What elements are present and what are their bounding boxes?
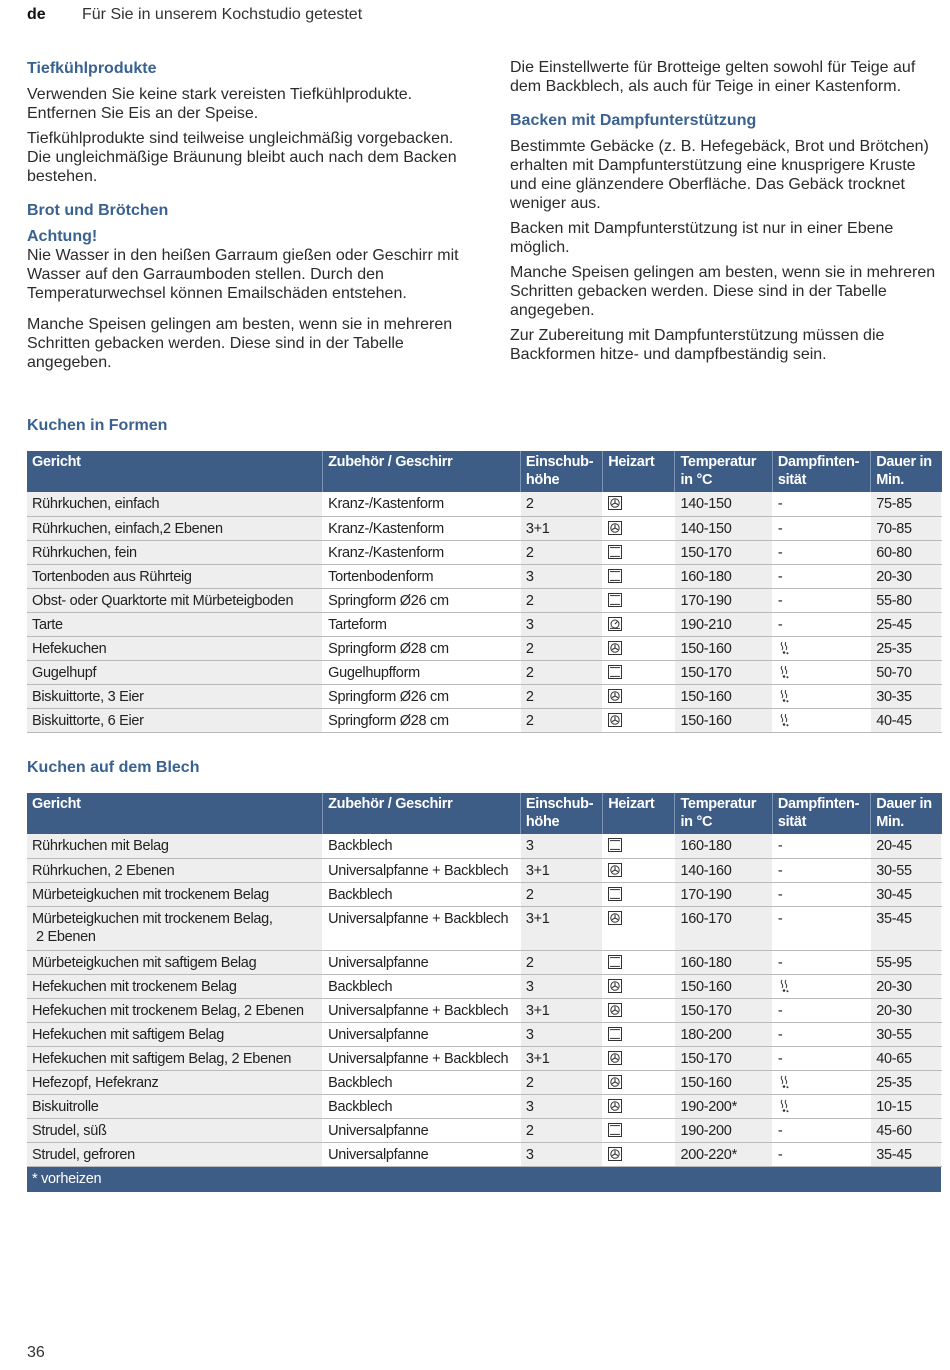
shelf-cell: 3 <box>520 834 602 858</box>
frozen-products-paragraph-1: Verwenden Sie keine stark vereisten Tiefkühlprodukte. Entfernen Sie Eis an der Speise. <box>27 86 413 122</box>
temperature-cell: 150-170 <box>675 1046 772 1070</box>
duration-cell: 25-35 <box>871 636 942 660</box>
temperature-cell: 200-220* <box>675 1142 772 1166</box>
duration-cell: 35-45 <box>871 1142 942 1166</box>
cakes-on-tray-table <box>27 793 942 1192</box>
steam-cell: - <box>772 540 870 564</box>
dish-cell: Rührkuchen, fein <box>27 540 323 564</box>
shelf-cell: 2 <box>520 1070 602 1094</box>
temperature-cell: 140-150 <box>675 516 772 540</box>
steam-low-icon <box>778 641 792 655</box>
dish-cell: Tarte <box>27 612 323 636</box>
col-temperature: Temperatur in °C <box>675 451 772 492</box>
temperature-cell: 180-200 <box>675 1022 772 1046</box>
duration-cell: 30-45 <box>871 882 942 906</box>
shelf-cell: 2 <box>520 882 602 906</box>
dish-cell: Tortenboden aus Rührteig <box>27 564 323 588</box>
shelf-cell: 3 <box>520 612 602 636</box>
dish-cell: Mürbeteigkuchen mit saftigem Belag <box>27 950 323 974</box>
steam-cell: - <box>772 950 870 974</box>
hotair-icon <box>608 863 622 877</box>
dish-cell: Hefekuchen mit trockenem Belag, 2 Ebenen <box>27 998 323 1022</box>
topbottom-icon <box>608 887 622 901</box>
right-column <box>510 58 945 370</box>
temperature-cell: 150-170 <box>675 540 772 564</box>
table-row <box>27 1022 942 1046</box>
steam-cell: - <box>772 834 870 858</box>
table-header-row <box>27 793 942 834</box>
topbottom-icon <box>608 955 622 969</box>
shelf-cell: 3+1 <box>520 858 602 882</box>
dish-cell: Hefezopf, Hefekranz <box>27 1070 323 1094</box>
duration-cell: 25-35 <box>871 1070 942 1094</box>
table-row <box>27 636 942 660</box>
table-row <box>27 1094 942 1118</box>
table-row <box>27 858 942 882</box>
temperature-cell: 150-160 <box>675 636 772 660</box>
dish-cell: Hefekuchen mit saftigem Belag, 2 Ebenen <box>27 1046 323 1070</box>
heating-cell <box>603 564 675 588</box>
hotair-icon <box>608 689 622 703</box>
topbottom-icon <box>608 569 622 583</box>
language-code: de <box>27 6 46 23</box>
hotair-icon <box>608 1003 622 1017</box>
dish-cell: Rührkuchen, einfach,2 Ebenen <box>27 516 323 540</box>
hotair-icon <box>608 911 622 925</box>
table-row <box>27 1046 942 1070</box>
dish-cell: Biskuittorte, 6 Eier <box>27 708 323 732</box>
duration-cell: 50-70 <box>871 660 942 684</box>
duration-cell: 20-30 <box>871 998 942 1022</box>
steam-cell: - <box>772 906 870 950</box>
hotair-icon <box>608 1075 622 1089</box>
col-dish: Gericht <box>27 793 323 834</box>
page-header <box>27 6 363 24</box>
heating-cell <box>603 492 675 516</box>
heating-cell <box>603 1070 675 1094</box>
duration-cell: 25-45 <box>871 612 942 636</box>
dish-cell: Hefekuchen <box>27 636 323 660</box>
duration-cell: 30-55 <box>871 858 942 882</box>
duration-cell: 75-85 <box>871 492 942 516</box>
hotair-icon <box>608 1051 622 1065</box>
dish-cell: Strudel, gefroren <box>27 1142 323 1166</box>
dish-cell: Rührkuchen, 2 Ebenen <box>27 858 323 882</box>
heating-cell <box>603 588 675 612</box>
col-steam: Dampfinten- sität <box>772 793 870 834</box>
topbottom-icon <box>608 665 622 679</box>
duration-cell: 30-55 <box>871 1022 942 1046</box>
duration-cell: 20-30 <box>871 564 942 588</box>
shelf-cell: 3+1 <box>520 516 602 540</box>
col-dish: Gericht <box>27 451 323 492</box>
temperature-cell: 140-150 <box>675 492 772 516</box>
temperature-cell: 170-190 <box>675 588 772 612</box>
temperature-cell: 150-170 <box>675 660 772 684</box>
col-temperature: Temperatur in °C <box>675 793 772 834</box>
shelf-cell: 2 <box>520 540 602 564</box>
table-row <box>27 660 942 684</box>
topbottom-icon <box>608 1123 622 1137</box>
accessory-cell: Springform Ø26 cm <box>323 684 521 708</box>
cakes-in-tins-table <box>27 451 942 733</box>
table-row <box>27 564 942 588</box>
shelf-cell: 2 <box>520 636 602 660</box>
heating-cell <box>603 1094 675 1118</box>
shelf-cell: 2 <box>520 1118 602 1142</box>
cakes-on-tray-heading: Kuchen auf dem Blech <box>27 759 200 776</box>
footnote: * vorheizen <box>27 1166 942 1192</box>
steam-cell <box>772 708 870 732</box>
table-row <box>27 834 942 858</box>
table-header-row <box>27 451 942 492</box>
hotair-icon <box>608 1099 622 1113</box>
shelf-cell: 2 <box>520 950 602 974</box>
hotair-icon <box>608 1147 622 1161</box>
col-heating: Heizart <box>603 793 675 834</box>
heating-cell <box>603 858 675 882</box>
shelf-cell: 2 <box>520 660 602 684</box>
hotair-icon <box>608 521 622 535</box>
steam-low-icon <box>778 979 792 993</box>
accessory-cell: Universalpfanne + Backblech <box>323 906 521 950</box>
duration-cell: 40-65 <box>871 1046 942 1070</box>
hotair-icon <box>608 641 622 655</box>
temperature-cell: 150-160 <box>675 1070 772 1094</box>
heating-cell <box>603 660 675 684</box>
table-row <box>27 998 942 1022</box>
topbottom-icon <box>608 1027 622 1041</box>
dish-cell: Rührkuchen mit Belag <box>27 834 323 858</box>
hotair-icon <box>608 713 622 727</box>
steam-cell <box>772 660 870 684</box>
heating-cell <box>603 950 675 974</box>
topbottom-icon <box>608 838 622 852</box>
shelf-cell: 3+1 <box>520 1046 602 1070</box>
table-row <box>27 612 942 636</box>
frozen-products-heading: Tiefkühlprodukte <box>27 60 157 77</box>
duration-cell: 60-80 <box>871 540 942 564</box>
table-row <box>27 684 942 708</box>
heating-cell <box>603 906 675 950</box>
temperature-cell: 160-180 <box>675 834 772 858</box>
duration-cell: 55-80 <box>871 588 942 612</box>
temperature-cell: 190-210 <box>675 612 772 636</box>
accessory-cell: Backblech <box>323 974 521 998</box>
shelf-cell: 3+1 <box>520 998 602 1022</box>
left-column <box>27 58 477 378</box>
header-title: Für Sie in unserem Kochstudio getestet <box>82 6 363 23</box>
duration-cell: 55-95 <box>871 950 942 974</box>
dish-cell: Mürbeteigkuchen mit trockenem Belag <box>27 882 323 906</box>
accessory-cell: Kranz-/Kastenform <box>323 516 521 540</box>
temperature-cell: 160-180 <box>675 950 772 974</box>
heating-cell <box>603 882 675 906</box>
dish-cell: Strudel, süß <box>27 1118 323 1142</box>
steam-low-icon <box>778 1075 792 1089</box>
heating-cell <box>603 834 675 858</box>
accessory-cell: Springform Ø28 cm <box>323 708 521 732</box>
heating-cell <box>603 684 675 708</box>
frozen-products-paragraph-2: Tiefkühlprodukte sind teilweise ungleichmäßig vorgebacken. Die ungleichmäßige Bräunung bleibt auch nach dem Backen bestehen. <box>27 130 457 185</box>
dish-cell: Obst- oder Quarktorte mit Mürbeteigboden <box>27 588 323 612</box>
steam-paragraph-4: Zur Zubereitung mit Dampfunterstützung müssen die Backformen hitze- und dampfbeständig sein. <box>510 327 885 363</box>
accessory-cell: Universalpfanne <box>323 1022 521 1046</box>
col-accessory: Zubehör / Geschirr <box>323 451 521 492</box>
steam-low-icon <box>778 689 792 703</box>
table-row <box>27 516 942 540</box>
steam-cell: - <box>772 1118 870 1142</box>
shelf-cell: 3+1 <box>520 906 602 950</box>
temperature-cell: 140-160 <box>675 858 772 882</box>
heating-cell <box>603 540 675 564</box>
table-row <box>27 588 942 612</box>
steam-low-icon <box>778 665 792 679</box>
table-row <box>27 1070 942 1094</box>
table-row <box>27 708 942 732</box>
duration-cell: 30-35 <box>871 684 942 708</box>
steam-cell <box>772 684 870 708</box>
steam-cell: - <box>772 588 870 612</box>
steam-paragraph-2: Backen mit Dampfunterstützung ist nur in einer Ebene möglich. <box>510 220 894 256</box>
heating-cell <box>603 636 675 660</box>
footnote-row <box>27 1166 942 1192</box>
bread-paragraph: Manche Speisen gelingen am besten, wenn sie in mehreren Schritten gebacken werden. Diese sind in der Tabelle angegeben. <box>27 316 453 371</box>
steam-cell: - <box>772 492 870 516</box>
accessory-cell: Universalpfanne + Backblech <box>323 858 521 882</box>
temperature-cell: 170-190 <box>675 882 772 906</box>
topbottom-icon <box>608 593 622 607</box>
duration-cell: 40-45 <box>871 708 942 732</box>
shelf-cell: 3 <box>520 1094 602 1118</box>
accessory-cell: Springform Ø28 cm <box>323 636 521 660</box>
table-row <box>27 882 942 906</box>
steam-baking-heading: Backen mit Dampfunterstützung <box>510 112 757 129</box>
table-row <box>27 1118 942 1142</box>
accessory-cell: Backblech <box>323 1070 521 1094</box>
heating-cell <box>603 612 675 636</box>
steam-cell: - <box>772 516 870 540</box>
col-steam: Dampfinten- sität <box>772 451 870 492</box>
steam-cell: - <box>772 882 870 906</box>
steam-low-icon <box>778 1099 792 1113</box>
steam-cell <box>772 1094 870 1118</box>
steam-cell: - <box>772 998 870 1022</box>
bread-settings-paragraph: Die Einstellwerte für Brotteige gelten sowohl für Teige auf dem Backblech, als auch für Teige in einer Kastenform. <box>510 59 916 95</box>
col-shelf: Einschub- höhe <box>520 451 602 492</box>
steam-paragraph-3: Manche Speisen gelingen am besten, wenn sie in mehreren Schritten gebacken werden. Diese sind in der Tabelle angegeben. <box>510 264 936 319</box>
accessory-cell: Backblech <box>323 882 521 906</box>
table-row <box>27 950 942 974</box>
duration-cell: 10-15 <box>871 1094 942 1118</box>
steam-cell: - <box>772 1022 870 1046</box>
shelf-cell: 3 <box>520 1142 602 1166</box>
warning-title: Achtung! <box>27 228 98 245</box>
accessory-cell: Backblech <box>323 1094 521 1118</box>
heating-cell <box>603 998 675 1022</box>
shelf-cell: 2 <box>520 684 602 708</box>
steam-cell <box>772 636 870 660</box>
bread-heading: Brot und Brötchen <box>27 202 169 219</box>
accessory-cell: Universalpfanne <box>323 950 521 974</box>
accessory-cell: Universalpfanne <box>323 1118 521 1142</box>
circotherm-intense-icon <box>608 617 622 631</box>
shelf-cell: 2 <box>520 588 602 612</box>
shelf-cell: 3 <box>520 1022 602 1046</box>
temperature-cell: 150-160 <box>675 684 772 708</box>
steam-cell: - <box>772 1142 870 1166</box>
heating-cell <box>603 1022 675 1046</box>
shelf-cell: 3 <box>520 974 602 998</box>
dish-cell: Biskuittorte, 3 Eier <box>27 684 323 708</box>
steam-low-icon <box>778 713 792 727</box>
duration-cell: 70-85 <box>871 516 942 540</box>
heating-cell <box>603 708 675 732</box>
hotair-icon <box>608 979 622 993</box>
dish-cell: Hefekuchen mit saftigem Belag <box>27 1022 323 1046</box>
dish-cell: Biskuitrolle <box>27 1094 323 1118</box>
steam-cell <box>772 974 870 998</box>
steam-cell: - <box>772 612 870 636</box>
accessory-cell: Tarteform <box>323 612 521 636</box>
duration-cell: 20-45 <box>871 834 942 858</box>
steam-cell: - <box>772 858 870 882</box>
steam-paragraph-1: Bestimmte Gebäcke (z. B. Hefegebäck, Brot und Brötchen) erhalten mit Dampfunterstützung eine knusprigere Kruste und eine glänzendere Oberfläche. Das Gebäck trocknet weniger aus. <box>510 138 929 212</box>
accessory-cell: Universalpfanne + Backblech <box>323 1046 521 1070</box>
accessory-cell: Universalpfanne <box>323 1142 521 1166</box>
steam-cell <box>772 1070 870 1094</box>
table-row <box>27 906 942 950</box>
table-row <box>27 492 942 516</box>
steam-cell: - <box>772 564 870 588</box>
shelf-cell: 2 <box>520 708 602 732</box>
heating-cell <box>603 974 675 998</box>
duration-cell: 35-45 <box>871 906 942 950</box>
heating-cell <box>603 516 675 540</box>
heating-cell <box>603 1118 675 1142</box>
temperature-cell: 190-200 <box>675 1118 772 1142</box>
table-row <box>27 540 942 564</box>
col-heating: Heizart <box>603 451 675 492</box>
accessory-cell: Kranz-/Kastenform <box>323 492 521 516</box>
table-row <box>27 974 942 998</box>
page-number: 36 <box>27 1344 45 1361</box>
table-row <box>27 1142 942 1166</box>
steam-cell: - <box>772 1046 870 1070</box>
col-duration: Dauer in Min. <box>871 451 942 492</box>
warning-text: Nie Wasser in den heißen Garraum gießen oder Geschirr mit Wasser auf den Garraumboden stellen. Durch den Temperaturwechsel können Emailschäden entstehen. <box>27 247 459 302</box>
accessory-cell: Tortenbodenform <box>323 564 521 588</box>
dish-cell: Gugelhupf <box>27 660 323 684</box>
accessory-cell: Gugelhupfform <box>323 660 521 684</box>
accessory-cell: Springform Ø26 cm <box>323 588 521 612</box>
duration-cell: 20-30 <box>871 974 942 998</box>
col-shelf: Einschub- höhe <box>520 793 602 834</box>
shelf-cell: 3 <box>520 564 602 588</box>
hotair-icon <box>608 496 622 510</box>
shelf-cell: 2 <box>520 492 602 516</box>
dish-cell: Hefekuchen mit trockenem Belag <box>27 974 323 998</box>
accessory-cell: Kranz-/Kastenform <box>323 540 521 564</box>
duration-cell: 45-60 <box>871 1118 942 1142</box>
temperature-cell: 160-170 <box>675 906 772 950</box>
dish-cell: Rührkuchen, einfach <box>27 492 323 516</box>
col-accessory: Zubehör / Geschirr <box>323 793 521 834</box>
temperature-cell: 150-160 <box>675 708 772 732</box>
temperature-cell: 160-180 <box>675 564 772 588</box>
accessory-cell: Backblech <box>323 834 521 858</box>
col-duration: Dauer in Min. <box>871 793 942 834</box>
heating-cell <box>603 1046 675 1070</box>
dish-cell: Mürbeteigkuchen mit trockenem Belag, 2 Ebenen <box>27 906 323 950</box>
cakes-in-tins-heading: Kuchen in Formen <box>27 417 168 434</box>
accessory-cell: Universalpfanne + Backblech <box>323 998 521 1022</box>
heating-cell <box>603 1142 675 1166</box>
temperature-cell: 150-160 <box>675 974 772 998</box>
topbottom-icon <box>608 545 622 559</box>
temperature-cell: 150-170 <box>675 998 772 1022</box>
temperature-cell: 190-200* <box>675 1094 772 1118</box>
